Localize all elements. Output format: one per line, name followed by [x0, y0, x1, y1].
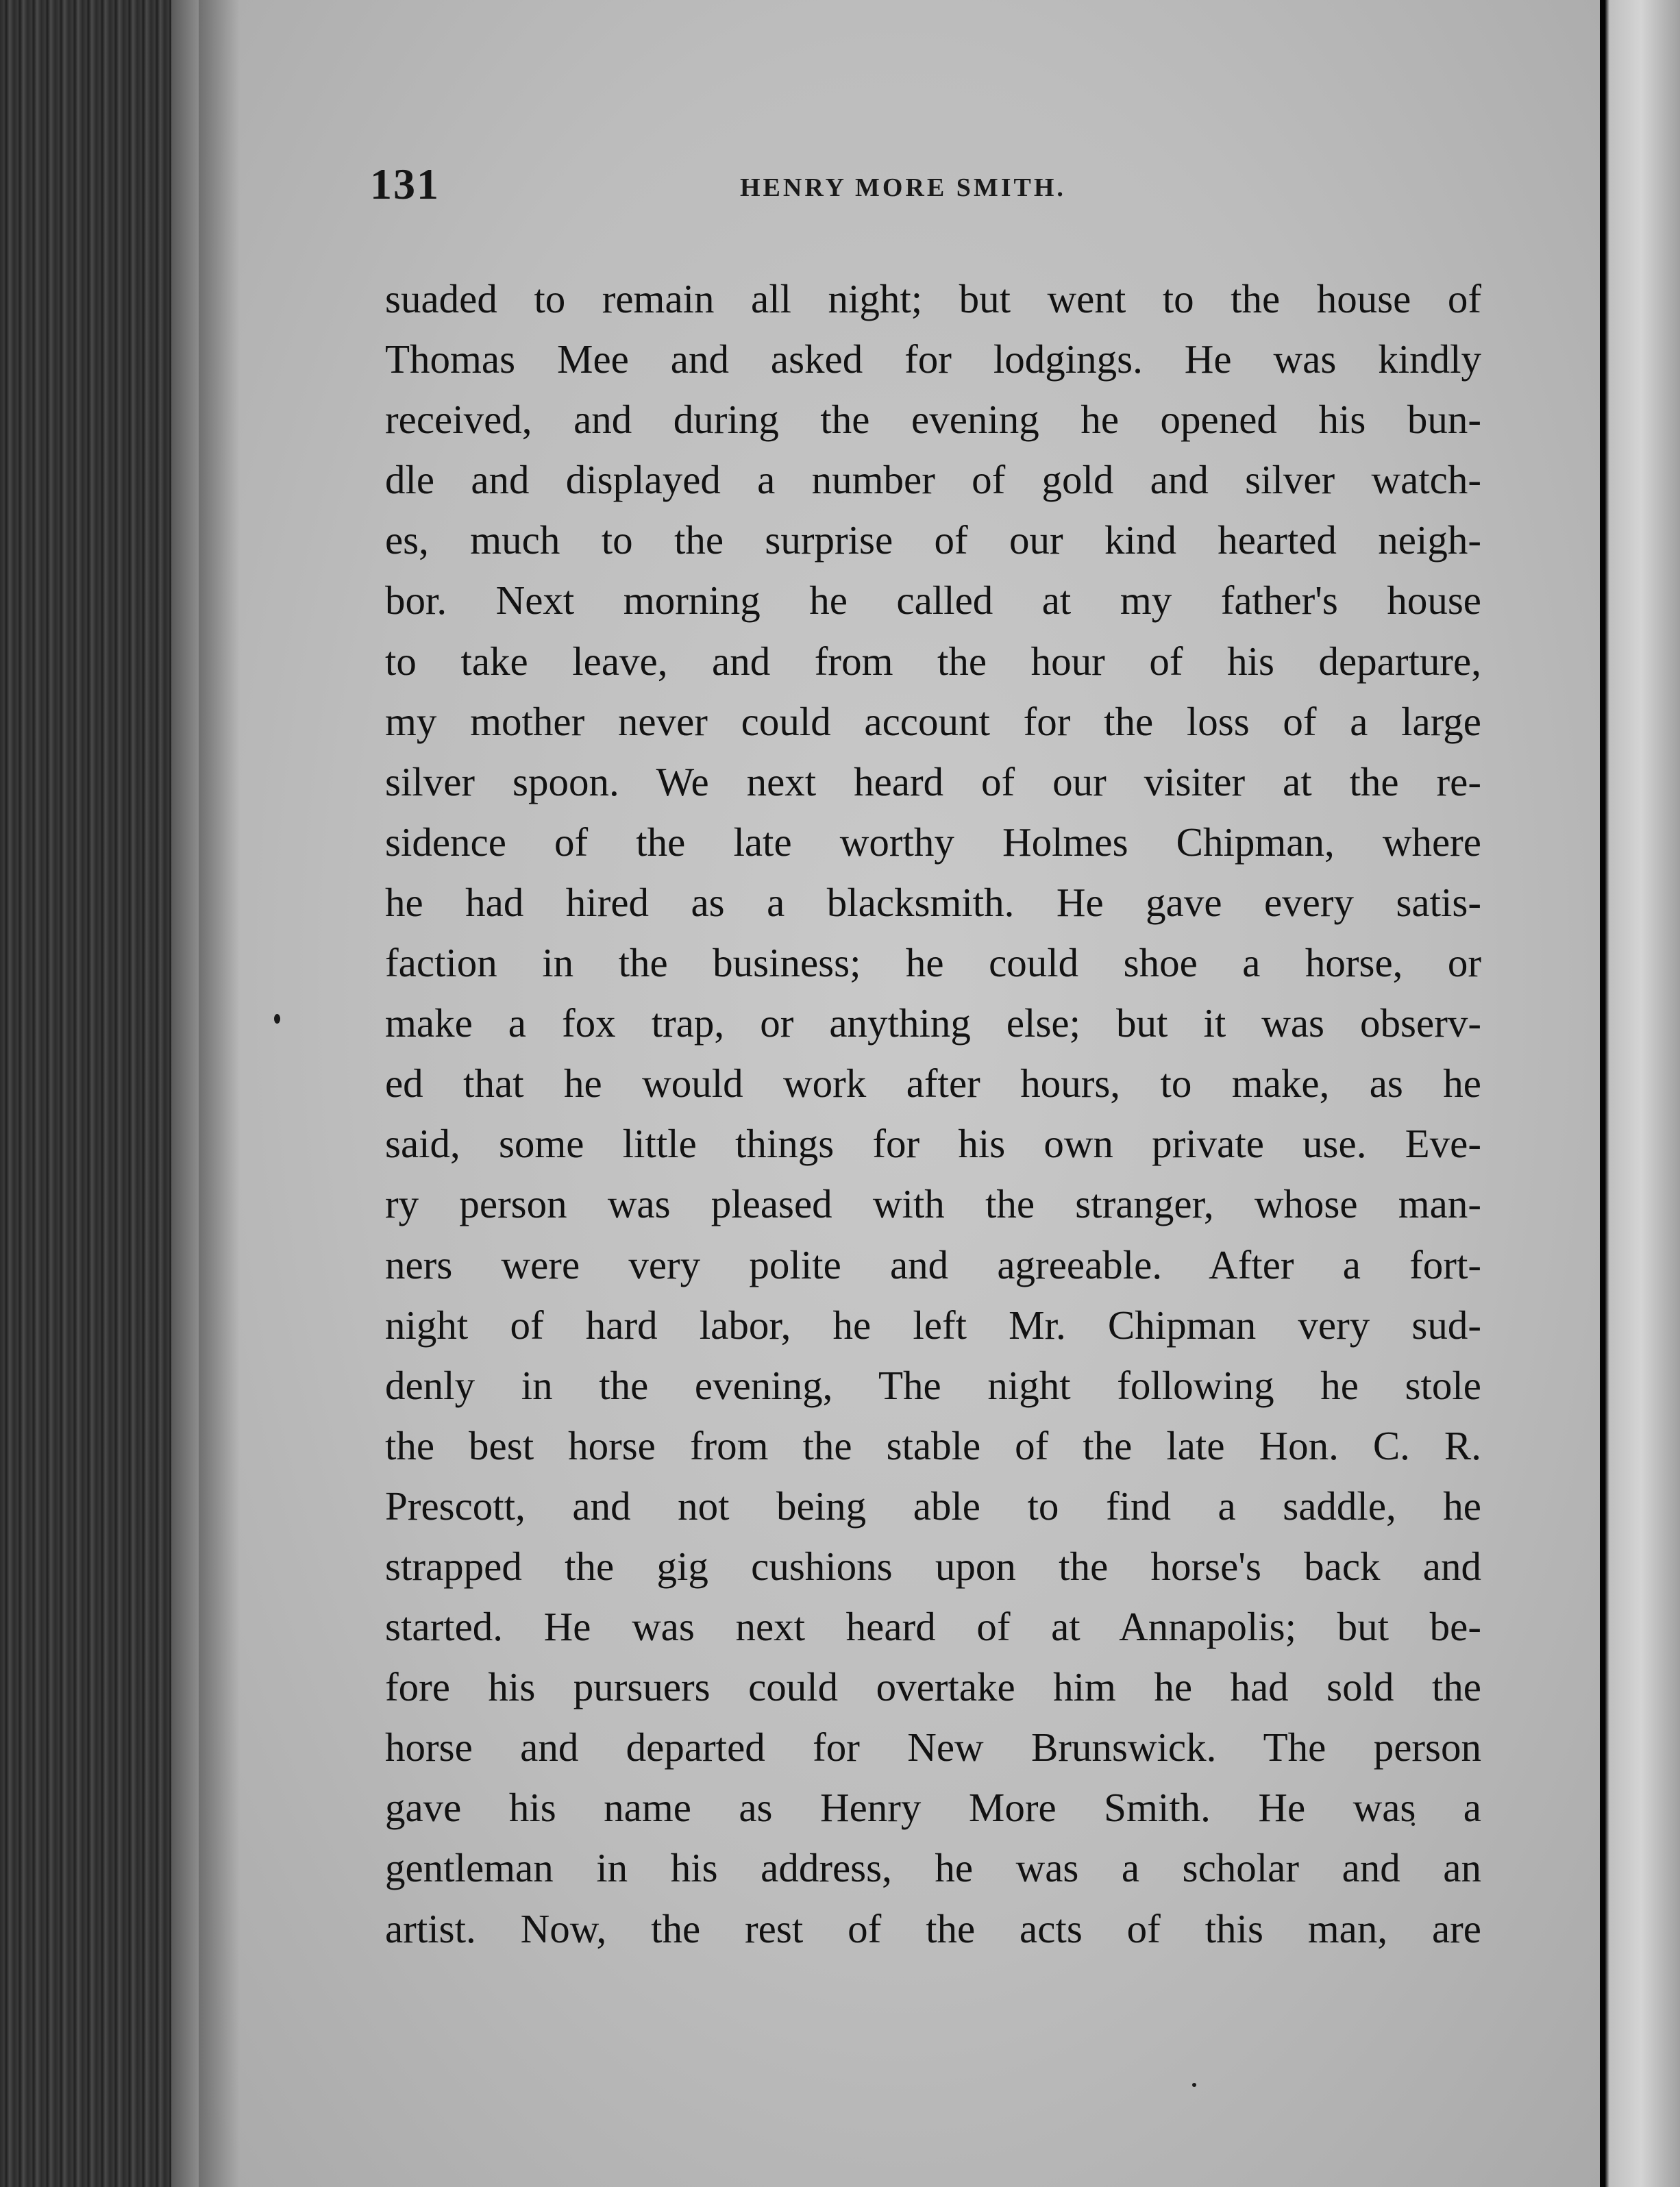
text-line: silver spoon. We next heard of our visiter at the re-	[385, 758, 1481, 804]
page-number: 131	[370, 160, 440, 208]
text-line: artist. Now, the rest of the acts of this man, are	[385, 1905, 1481, 1951]
ink-speck	[274, 1014, 280, 1024]
running-head: HENRY MORE SMITH.	[740, 173, 1066, 202]
text-line: the best horse from the stable of the late Hon. C. R.	[385, 1422, 1481, 1468]
text-line: denly in the evening, The night following he stole	[385, 1362, 1481, 1408]
body-text	[385, 269, 1481, 1959]
text-line: es, much to the surprise of our kind hearted neigh-	[385, 517, 1481, 563]
ink-speck	[1192, 2083, 1196, 2087]
text-line: horse and departed for New Brunswick. The person	[385, 1725, 1481, 1770]
text-line: ners were very polite and agreeable. After a fort-	[385, 1241, 1481, 1287]
text-line: suaded to remain all night; but went to the house of	[385, 276, 1481, 321]
text-line: to take leave, and from the hour of his departure,	[385, 638, 1481, 684]
text-line: ry person was pleased with the stranger, whose man-	[385, 1181, 1481, 1227]
text-line: Thomas Mee and asked for lodgings. He was kindly	[385, 336, 1481, 382]
text-line: sidence of the late worthy Holmes Chipman, where	[385, 819, 1481, 865]
text-line: received, and during the evening he opened his bun-	[385, 397, 1481, 443]
text-line: started. He was next heard of at Annapolis; but be-	[385, 1604, 1481, 1650]
text-line: gave his name as Henry More Smith. He was a	[385, 1785, 1481, 1831]
text-line: Prescott, and not being able to find a saddle, he	[385, 1483, 1481, 1529]
page-header	[370, 159, 1480, 221]
text-line: my mother never could account for the loss of a large	[385, 698, 1481, 744]
text-line: make a fox trap, or anything else; but it was observ-	[385, 1000, 1481, 1046]
text-line: night of hard labor, he left Mr. Chipman very sud-	[385, 1302, 1481, 1348]
text-line: gentleman in his address, he was a scholar and an	[385, 1845, 1481, 1891]
text-line: faction in the business; he could shoe a horse, or	[385, 940, 1481, 986]
text-line: bor. Next morning he called at my father's house	[385, 578, 1481, 623]
text-line: ed that he would work after hours, to make, as he	[385, 1061, 1481, 1107]
text-line: fore his pursuers could overtake him he had sold the	[385, 1664, 1481, 1710]
text-line: he had hired as a blacksmith. He gave every satis-	[385, 879, 1481, 925]
text-line: strapped the gig cushions upon the horse's back and	[385, 1543, 1481, 1589]
page-right-edge	[1600, 0, 1680, 2187]
text-line: said, some little things for his own private use. Eve-	[385, 1121, 1481, 1167]
text-line: dle and displayed a number of gold and silver watch-	[385, 457, 1481, 503]
facing-page-edges	[0, 0, 199, 2187]
